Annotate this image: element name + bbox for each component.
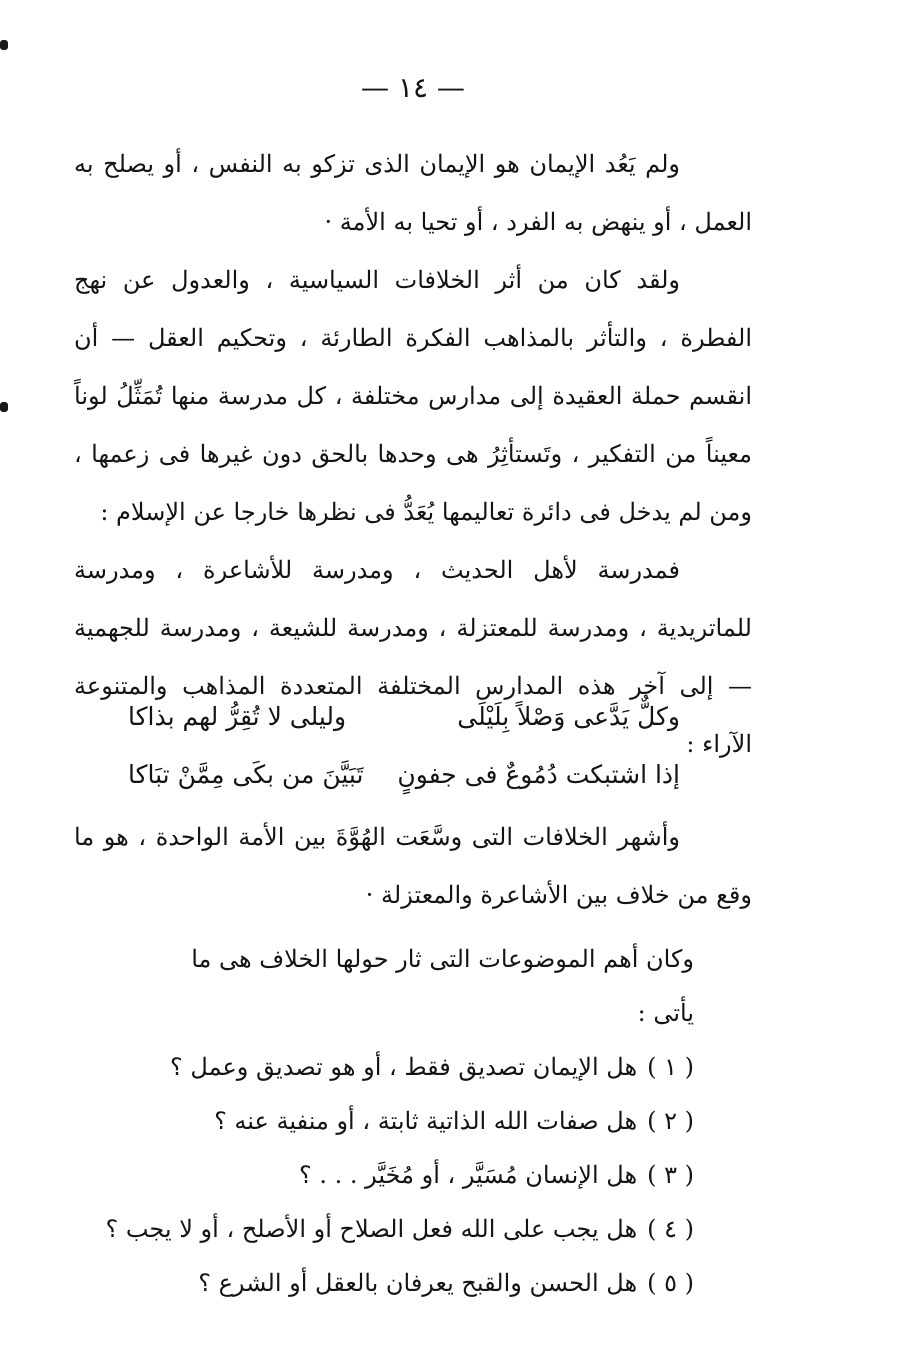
page-number: — ١٤ — <box>361 71 465 104</box>
verse-hemistich-second: وليلى لا تُقِرُّ لهم بذاكا <box>128 702 347 731</box>
left-edge-mark-middle <box>0 402 8 412</box>
poetry-verse <box>128 688 680 806</box>
closing-paragraph <box>74 808 752 924</box>
topics-intro: وكان أهم الموضوعات التى ثار حولها الخلاف هى ما يأتى : <box>191 945 694 1027</box>
list-item-number: ( ٢ ) <box>647 1107 694 1135</box>
list-item <box>105 1202 694 1256</box>
topics-list <box>105 932 694 1310</box>
list-item-number: ( ١ ) <box>647 1053 694 1081</box>
left-edge-mark-top <box>0 40 8 50</box>
list-item <box>150 1040 694 1094</box>
list-item-text: هل صفات الله الذاتية ثابتة ، أو منفية عنه ؟ <box>214 1107 638 1135</box>
paragraph-faith: ولم يَعُد الإيمان هو الإيمان الذى تزكو به النفس ، أو يصلح به العمل ، أو ينهض به الفرد ، أو تحيا به الأمة · <box>74 150 752 236</box>
verse-hemistich-second: تَبَيَّنَ من بكَى مِمَّنْ تبَاكا <box>128 760 364 789</box>
list-item-text: هل الإنسان مُسَيَّر ، أو مُخَيَّر . . . ؟ <box>299 1161 638 1189</box>
verse-hemistich-first: وكلٌّ يَدَّعى وَصْلاً بِلَيْلَى <box>457 702 680 731</box>
verse-hemistich-first: إذا اشتبكت دُمُوعٌ فى جفونٍ <box>397 760 680 789</box>
list-item <box>150 1094 694 1148</box>
opening-paragraphs <box>74 135 752 773</box>
list-item-text: هل يجب على الله فعل الصلاح أو الأصلح ، أو لا يجب ؟ <box>105 1215 638 1243</box>
list-item-text: هل الإيمان تصديق فقط ، أو هو تصديق وعمل ؟ <box>170 1053 638 1081</box>
paragraph-schools-list: فمدرسة لأهل الحديث ، ومدرسة للأشاعرة ، ومدرسة للماتريدية ، ومدرسة للمعتزلة ، ومدرسة للشيعة ، ومدرسة للجهمية — إلى آخر هذه المدارس المختلفة المتعددة المذاهب والمتنوعة الآراء : <box>74 556 752 758</box>
paragraph-major-dispute: وأشهر الخلافات التى وسَّعَت الهُوَّةَ بين الأمة الواحدة ، هو ما وقع من خلاف بين الأشاعرة والمعتزلة · <box>74 823 752 909</box>
list-item <box>150 1256 694 1310</box>
list-item-number: ( ٤ ) <box>647 1215 694 1243</box>
list-item-number: ( ٥ ) <box>647 1269 694 1297</box>
list-item <box>150 1148 694 1202</box>
verse-line <box>128 746 680 804</box>
paragraph-schools-origin: ولقد كان من أثر الخلافات السياسية ، والعدول عن نهج الفطرة ، والتأثر بالمذاهب الفكرة الطارئة ، وتحكيم العقل — أن انقسم حملة العقيدة إلى مدارس مختلفة ، كل مدرسة منها تُمَثِّلُ لوناً معيناً من التفكير ، وتَستأثِرُ هى وحدها بالحق دون غيرها فى زعمها ، ومن لم يدخل فى دائرة تعاليمها يُعَدُّ فى نظرها خارجا عن الإسلام : <box>74 266 752 526</box>
list-item-text: هل الحسن والقبح يعرفان بالعقل أو الشرع ؟ <box>198 1269 638 1297</box>
verse-line <box>128 688 680 746</box>
list-item-number: ( ٣ ) <box>647 1161 694 1189</box>
